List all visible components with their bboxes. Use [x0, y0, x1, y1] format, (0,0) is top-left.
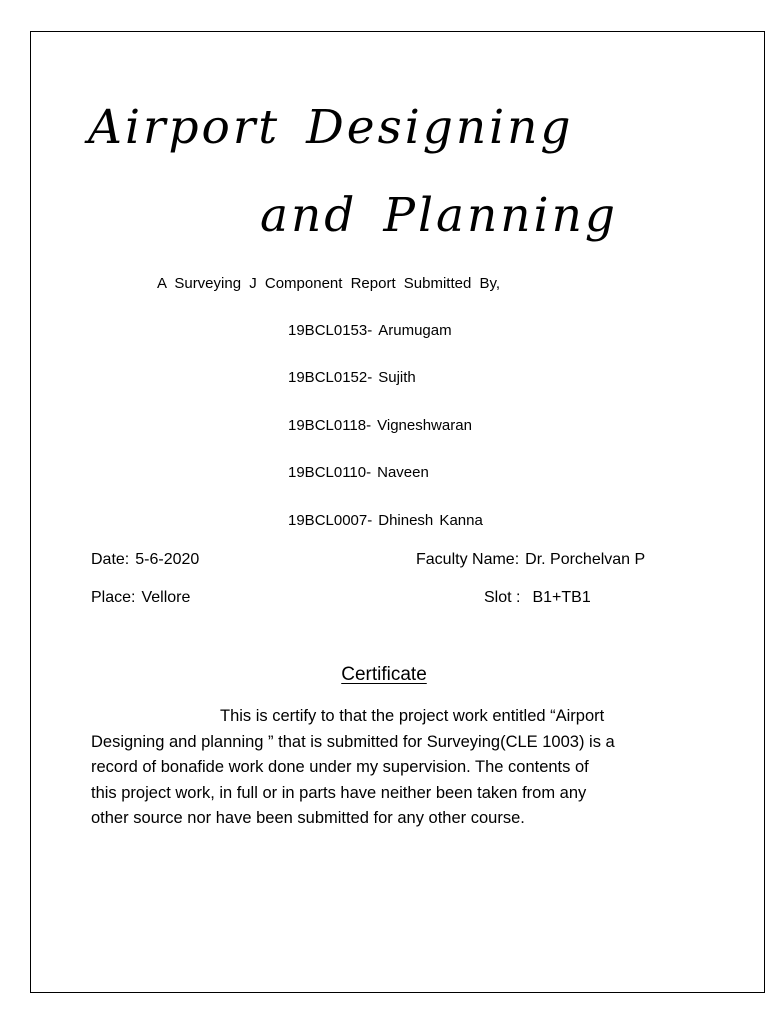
- member-row: [288, 322, 452, 339]
- member-id: 19BCL0118-: [288, 417, 372, 434]
- certificate-heading: Certificate: [341, 664, 427, 685]
- certificate-line: this project work, in full or in parts have neither been taken from any: [91, 783, 587, 802]
- member-row: [288, 417, 472, 434]
- member-name: Sujith: [378, 369, 416, 386]
- document-title-line-1: Airport Designing: [88, 100, 574, 155]
- date-label: Date:: [91, 551, 130, 568]
- certificate-body: [91, 704, 691, 832]
- slot-label: Slot :: [484, 589, 521, 606]
- member-row: [288, 369, 416, 386]
- place-field: [91, 589, 190, 607]
- certificate-line: This is certify to that the project work entitled “Airport: [220, 707, 605, 725]
- certificate-line: other source nor have been submitted for any other course.: [91, 809, 525, 827]
- faculty-value: Dr. Porchelvan P: [525, 551, 646, 568]
- member-id: 19BCL0007-: [288, 512, 373, 529]
- member-id: 19BCL0110-: [288, 464, 372, 481]
- place-label: Place:: [91, 589, 136, 606]
- certificate-line: record of bonafide work done under my supervision. The contents of: [91, 758, 589, 776]
- slot-value: B1+TB1: [532, 589, 591, 606]
- faculty-label: Faculty Name:: [416, 551, 520, 568]
- report-subtitle: A Surveying J Component Report Submitted By,: [157, 275, 501, 292]
- slot-field: [484, 589, 591, 607]
- member-name: Naveen: [377, 464, 429, 481]
- member-id: 19BCL0152-: [288, 369, 373, 386]
- document-title-line-2: and Planning: [260, 188, 618, 243]
- member-row: [288, 464, 429, 481]
- certificate-line: Designing and planning ” that is submitted for Surveying(CLE 1003) is a: [91, 732, 615, 751]
- date-value: 5-6-2020: [135, 551, 200, 568]
- member-id: 19BCL0153-: [288, 322, 373, 339]
- place-value: Vellore: [141, 589, 191, 606]
- date-field: [91, 551, 199, 569]
- member-name: Arumugam: [378, 322, 452, 339]
- faculty-field: [416, 551, 645, 569]
- member-name: Dhinesh Kanna: [378, 512, 483, 529]
- member-row: [288, 512, 483, 529]
- member-name: Vigneshwaran: [377, 417, 472, 434]
